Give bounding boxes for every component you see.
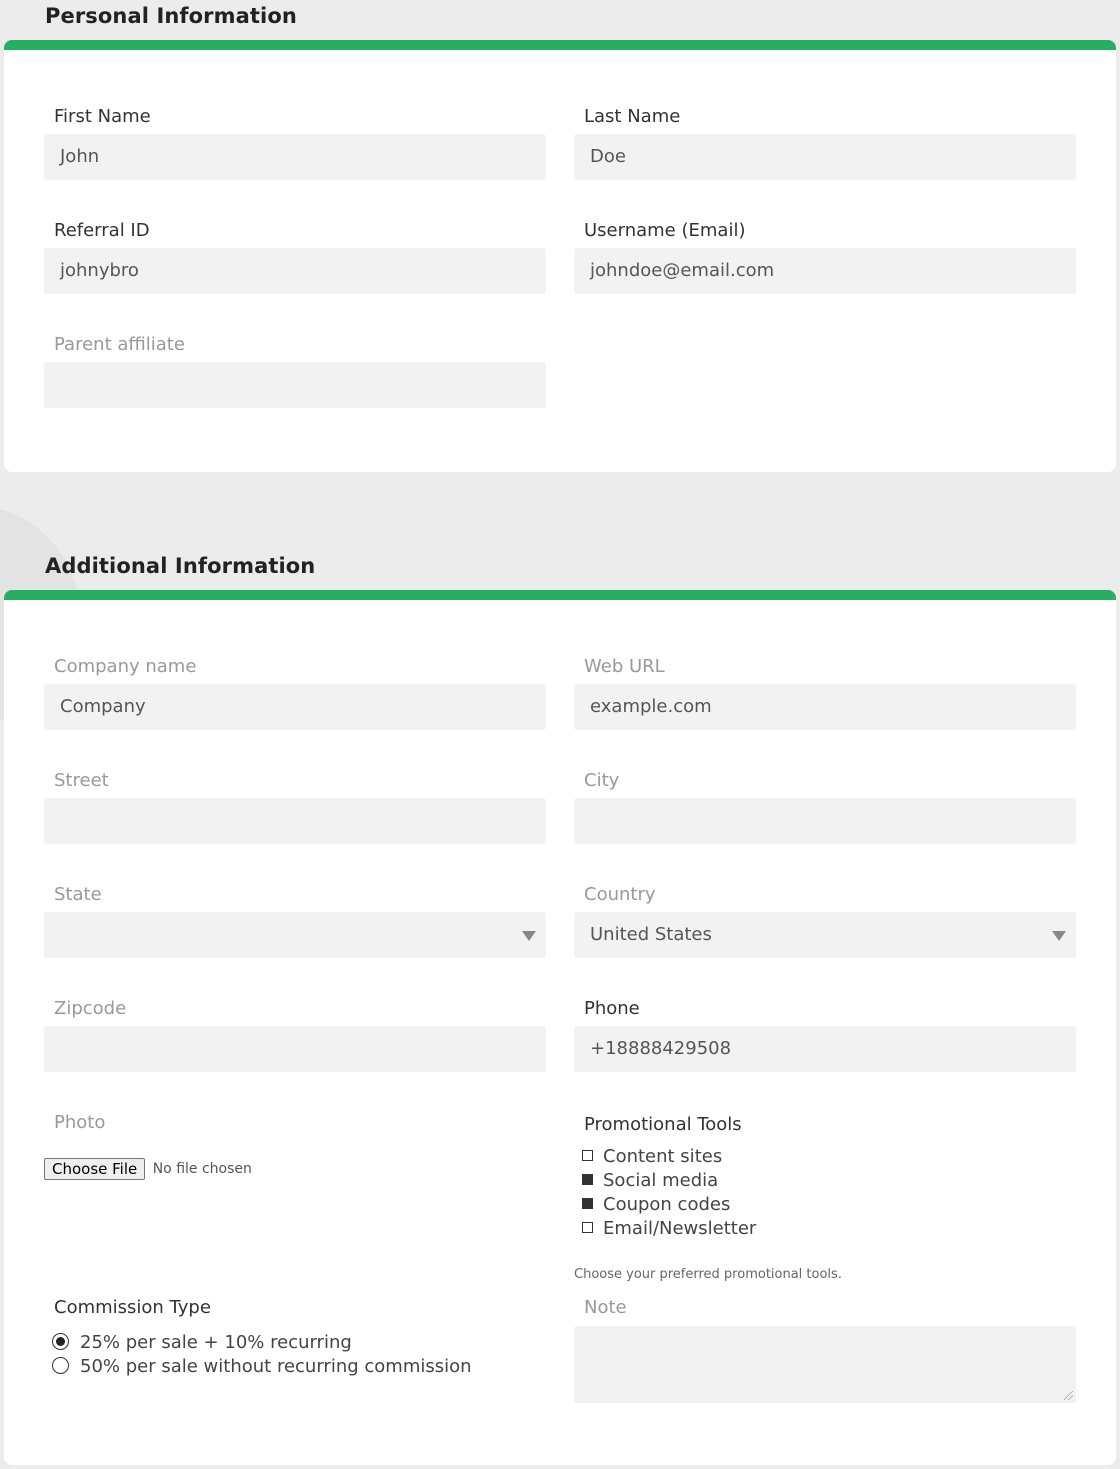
company-name-label: Company name bbox=[54, 656, 197, 677]
street-input[interactable] bbox=[44, 798, 546, 844]
radio-button[interactable] bbox=[52, 1357, 69, 1374]
promotional-tools-label: Promotional Tools bbox=[584, 1114, 742, 1135]
city-label: City bbox=[584, 770, 620, 791]
referral-id-input[interactable]: johnybro bbox=[44, 248, 546, 294]
commission-type-options bbox=[52, 1331, 472, 1379]
radio-label: 50% per sale without recurring commission bbox=[80, 1356, 472, 1377]
photo-label: Photo bbox=[54, 1112, 106, 1133]
username-label: Username (Email) bbox=[584, 220, 746, 241]
additional-info-title: Additional Information bbox=[45, 554, 316, 578]
country-label: Country bbox=[584, 884, 656, 905]
promo-option-email-newsletter[interactable] bbox=[582, 1217, 756, 1241]
parent-affiliate-label: Parent affiliate bbox=[54, 334, 185, 355]
country-select-value: United States bbox=[590, 924, 712, 945]
last-name-input[interactable]: Doe bbox=[574, 134, 1076, 180]
checkbox-label: Coupon codes bbox=[603, 1194, 731, 1215]
commission-option-1[interactable] bbox=[52, 1331, 472, 1355]
choose-file-button[interactable]: Choose File bbox=[44, 1158, 145, 1180]
parent-affiliate-input[interactable] bbox=[44, 362, 546, 408]
last-name-label: Last Name bbox=[584, 106, 681, 127]
resize-handle-icon[interactable] bbox=[1064, 1391, 1073, 1400]
promo-option-social-media[interactable] bbox=[582, 1169, 756, 1193]
additional-info-card bbox=[4, 590, 1116, 1465]
company-name-input[interactable]: Company bbox=[44, 684, 546, 730]
web-url-input[interactable]: example.com bbox=[574, 684, 1076, 730]
personal-info-card bbox=[4, 40, 1116, 472]
promo-option-coupon-codes[interactable] bbox=[582, 1193, 756, 1217]
checkbox-label: Email/Newsletter bbox=[603, 1218, 757, 1239]
note-textarea[interactable] bbox=[574, 1326, 1076, 1403]
country-select[interactable] bbox=[574, 912, 1076, 958]
state-label: State bbox=[54, 884, 102, 905]
phone-label: Phone bbox=[584, 998, 640, 1019]
zipcode-input[interactable] bbox=[44, 1026, 546, 1072]
city-input[interactable] bbox=[574, 798, 1076, 844]
commission-type-label: Commission Type bbox=[54, 1297, 211, 1318]
radio-label: 25% per sale + 10% recurring bbox=[80, 1332, 352, 1353]
chevron-down-icon bbox=[522, 931, 536, 941]
referral-id-label: Referral ID bbox=[54, 220, 150, 241]
checkbox[interactable] bbox=[582, 1222, 593, 1233]
promotional-tools-help: Choose your preferred promotional tools. bbox=[574, 1267, 842, 1282]
checkbox[interactable] bbox=[582, 1150, 593, 1161]
checkbox[interactable] bbox=[582, 1198, 593, 1209]
first-name-input[interactable]: John bbox=[44, 134, 546, 180]
chevron-down-icon bbox=[1052, 931, 1066, 941]
checkbox-label: Content sites bbox=[603, 1146, 723, 1167]
photo-upload bbox=[44, 1158, 252, 1180]
personal-info-title: Personal Information bbox=[45, 4, 297, 28]
note-label: Note bbox=[584, 1297, 627, 1318]
state-select[interactable] bbox=[44, 912, 546, 958]
username-input[interactable]: johndoe@email.com bbox=[574, 248, 1076, 294]
radio-button[interactable] bbox=[52, 1333, 69, 1350]
promotional-tools-list bbox=[582, 1145, 756, 1241]
file-status: No file chosen bbox=[152, 1161, 252, 1177]
phone-input[interactable]: +18888429508 bbox=[574, 1026, 1076, 1072]
checkbox[interactable] bbox=[582, 1174, 593, 1185]
promo-option-content-sites[interactable] bbox=[582, 1145, 756, 1169]
first-name-label: First Name bbox=[54, 106, 151, 127]
commission-option-2[interactable] bbox=[52, 1355, 472, 1379]
street-label: Street bbox=[54, 770, 109, 791]
zipcode-label: Zipcode bbox=[54, 998, 127, 1019]
web-url-label: Web URL bbox=[584, 656, 665, 677]
checkbox-label: Social media bbox=[603, 1170, 719, 1191]
